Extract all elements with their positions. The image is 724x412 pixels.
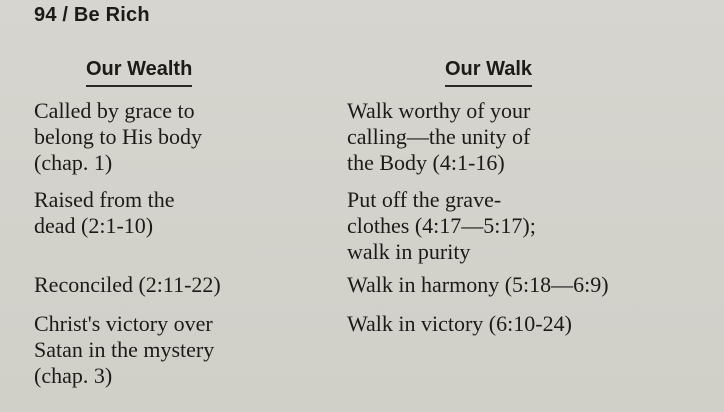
walk-cell: Walk worthy of your calling—the unity of the Body (4:1-16)	[347, 98, 531, 175]
wealth-cell: Christ's victory over Satan in the mystery (chap. 3)	[34, 311, 215, 388]
column-header-our-wealth: Our Wealth	[86, 58, 192, 87]
wealth-cell: Called by grace to belong to His body (chap. 1)	[34, 98, 203, 175]
walk-cell: Put off the grave- clothes (4:17—5:17); walk in purity	[347, 187, 536, 264]
column-header-our-walk: Our Walk	[445, 58, 532, 87]
wealth-cell: Reconciled (2:11-22)	[34, 272, 221, 297]
walk-cell: Walk in harmony (5:18—6:9)	[347, 272, 609, 297]
wealth-cell: Raised from the dead (2:1-10)	[34, 187, 175, 238]
running-head: 94 / Be Rich	[34, 4, 150, 26]
walk-cell: Walk in victory (6:10-24)	[347, 311, 572, 336]
